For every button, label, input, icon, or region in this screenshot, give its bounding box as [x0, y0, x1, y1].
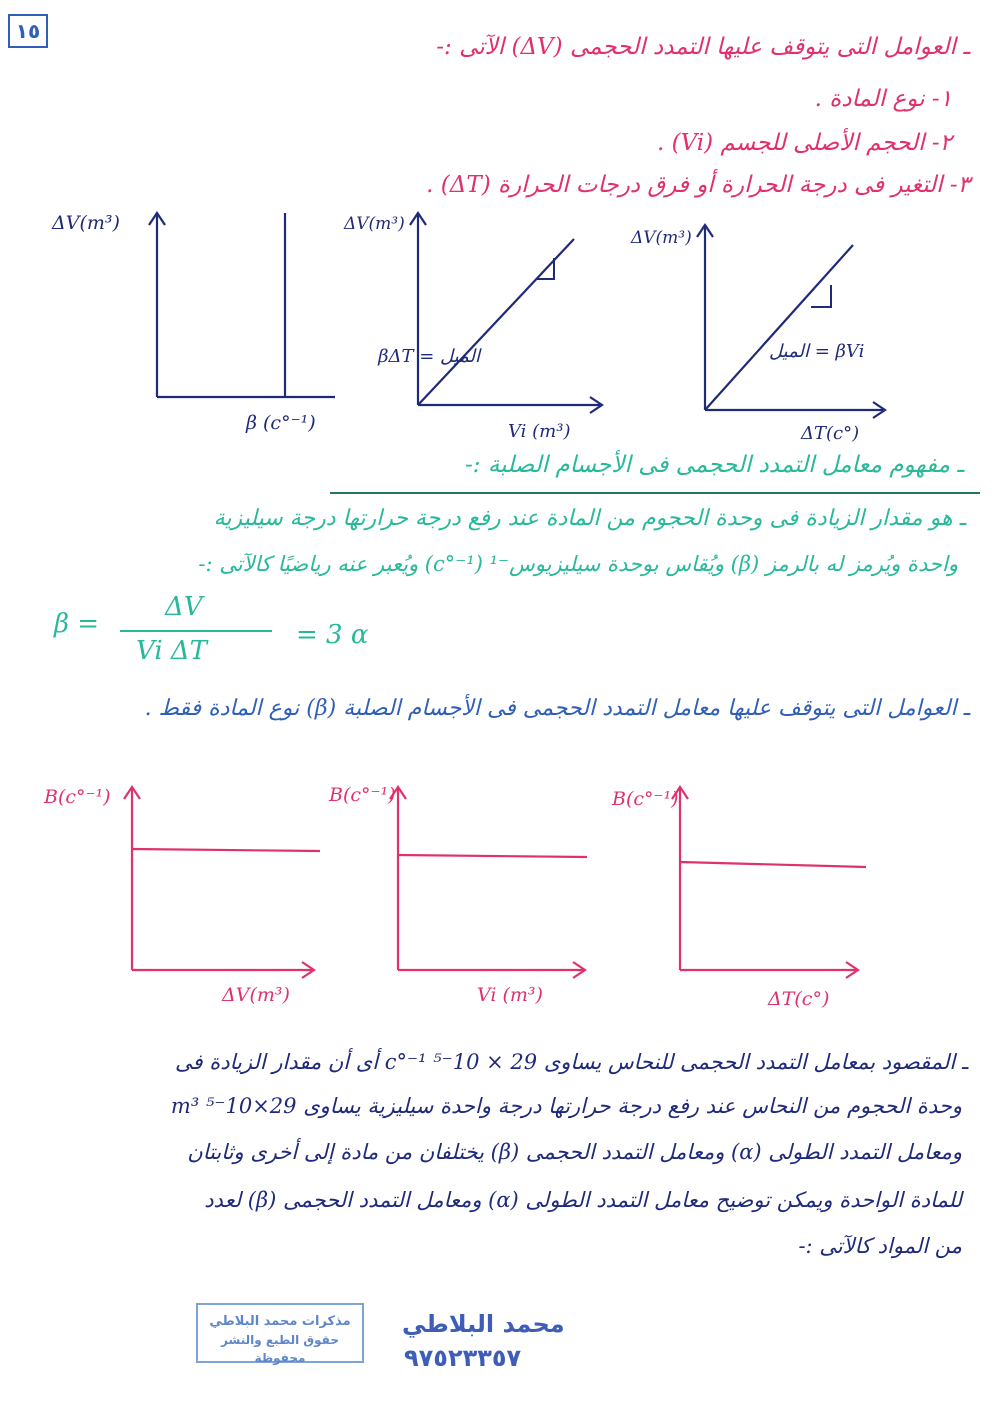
- page-number: ١٥: [8, 14, 48, 48]
- formula-fraction-bar: [120, 630, 272, 632]
- graph-bottom-3-y-label: B(c°⁻¹): [612, 788, 679, 810]
- graph-bottom-1: [40, 775, 340, 1015]
- graph-bottom-2-x-label: Vi (m³): [477, 984, 543, 1006]
- section1-heading: ـ العوامل التى يتوقف عليها التمدد الحجمى (ΔV) الآتى :-: [436, 34, 970, 60]
- section2-definition-line2: واحدة ويُرمز له بالرمز (β) ويُقاس بوحدة سيليزيوس⁻¹ (c°⁻¹) ويُعبر عنه رياضيًا كالآتى :-: [198, 552, 958, 576]
- graph-top-3-y-label: ΔV(m³): [631, 228, 692, 248]
- graph-top-1: [50, 205, 350, 445]
- author-name: محمد البلاطي: [402, 1310, 565, 1338]
- formula-denominator: Vi ΔT: [136, 636, 208, 666]
- formula-lhs: β =: [54, 609, 100, 639]
- graph-top-3: [625, 205, 915, 445]
- section2-underline: [330, 492, 980, 494]
- section4-line-2: وحدة الحجوم من النحاس عند رفع درجة حرارتها درجة واحدة سيليزية يساوى 29×10⁻⁵ m³: [170, 1094, 962, 1118]
- graph-top-3-x-label: ΔT(c°): [801, 423, 860, 444]
- section1-item-3: ٣- التغير فى درجة الحرارة أو فرق درجات الحرارة (ΔT) .: [426, 172, 970, 198]
- graph-top-2: [340, 205, 620, 445]
- graph-bottom-2-y-label: B(c°⁻¹): [329, 784, 396, 806]
- section4-line-4: للمادة الواحدة ويمكن توضيح معامل التمدد الطولى (α) ومعامل التمدد الحجمى (β) لعدد: [204, 1188, 962, 1212]
- graph-top-3-data-line: [705, 245, 853, 410]
- graph-top-2-data-line: [418, 239, 574, 405]
- graph-top-2-x-label: Vi (m³): [508, 421, 571, 442]
- section4-line-5: من المواد كالآتى :-: [798, 1234, 962, 1258]
- formula-numerator: ΔV: [165, 592, 203, 622]
- graph-bottom-3: [610, 775, 910, 1015]
- section4-line-3: ومعامل التمدد الطولى (α) ومعامل التمدد الحجمى (β) يختلفان من مادة إلى أخرى وثابتان: [187, 1140, 962, 1164]
- graph-bottom-3-data-line: [680, 862, 866, 867]
- graph-top-2-y-label: ΔV(m³): [344, 214, 405, 234]
- section1-item-2: ٢- الحجم الأصلى للجسم (Vi) .: [656, 130, 952, 156]
- graph-bottom-2-data-line: [398, 855, 587, 857]
- graph-bottom-1-x-label: ΔV(m³): [222, 984, 290, 1006]
- section3-factors: ـ العوامل التى يتوقف عليها معامل التمدد الحجمى فى الأجسام الصلبة (β) نوع المادة فقط .: [144, 696, 970, 721]
- graph-bottom-3-x-label: ΔT(c°): [768, 988, 830, 1010]
- section2-definition-line1: ـ هو مقدار الزيادة فى وحدة الحجوم من المادة عند رفع درجة حرارتها درجة سيليزية: [213, 506, 966, 531]
- copyright-stamp: [196, 1303, 364, 1363]
- stamp-line-1: مذكرات محمد البلاطي: [209, 1314, 351, 1329]
- graph-bottom-1-data-line: [132, 849, 320, 851]
- section2-heading: ـ مفهوم معامل التمدد الحجمى فى الأجسام الصلبة :-: [465, 452, 964, 478]
- graph-top-2-slope-label: الميل = βΔT: [378, 346, 480, 367]
- graph-bottom-2: [325, 775, 625, 1015]
- section4-line-1: ـ المقصود بمعامل التمدد الحجمى للنحاس يساوى 29 × 10⁻⁵ c°⁻¹ أى أن مقدار الزيادة فى: [175, 1050, 968, 1074]
- graph-top-1-x-label: β (c°⁻¹): [246, 412, 316, 434]
- graph-top-1-y-label: ΔV(m³): [52, 212, 120, 234]
- graph-bottom-1-y-label: B(c°⁻¹): [44, 786, 111, 808]
- formula-rhs: = 3 α: [296, 620, 369, 650]
- graph-top-3-slope-label: الميل = βVi: [769, 341, 865, 362]
- author-phone: ٩٧٥٢٣٣٥٧: [404, 1344, 522, 1372]
- section1-item-1: ١- نوع المادة .: [814, 86, 952, 112]
- stamp-line-2: حقوق الطبع والنشر محفوظة: [221, 1333, 339, 1365]
